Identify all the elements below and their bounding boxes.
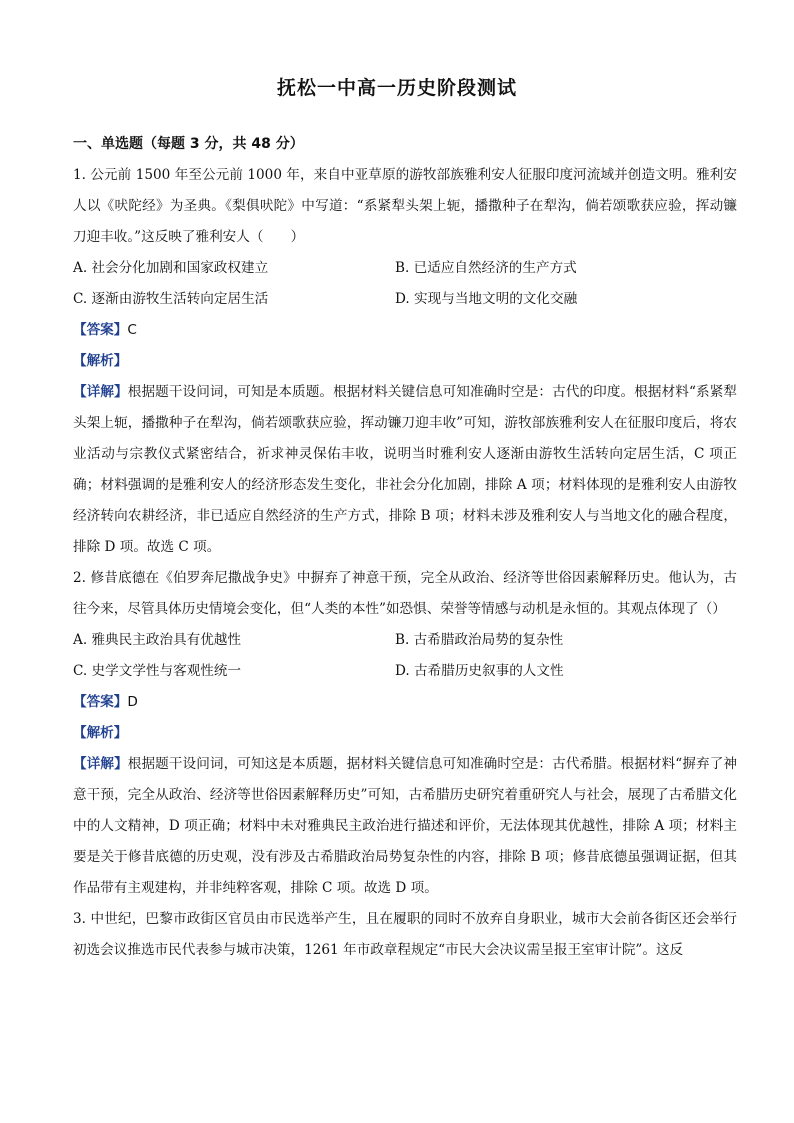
- detail-label: 【详解】: [73, 384, 128, 400]
- question-2-option-b: B. 古希腊政治局势的复杂性: [395, 632, 564, 648]
- question-2: [73, 563, 737, 904]
- question-2-answer: [73, 687, 737, 718]
- question-3-stem: 3. 中世纪，巴黎市政街区官员由市民选举产生，且在履职的同时不放弃自身职业，城市大会前各街区还会举行初选会议推选市民代表参与城市决策，1261 年市政章程规定“市民大会决议需呈报王室审计院”。这反: [73, 911, 737, 958]
- question-1-analysis: [73, 346, 737, 377]
- detail-label: 【详解】: [73, 756, 128, 772]
- question-2-option-d: D. 古希腊历史叙事的人文性: [395, 663, 564, 679]
- question-3: [73, 904, 737, 966]
- question-1-option-c: C. 逐渐由游牧生活转向定居生活: [73, 291, 269, 307]
- question-1-option-b: B. 已适应自然经济的生产方式: [395, 260, 577, 276]
- question-2-options: [73, 625, 737, 687]
- answer-label: 【答案】: [73, 694, 128, 710]
- analysis-label: 【解析】: [73, 353, 128, 369]
- question-1-detail: [73, 377, 737, 563]
- answer-label: 【答案】: [73, 322, 128, 338]
- question-1-options: [73, 253, 737, 315]
- question-1-answer: [73, 315, 737, 346]
- question-2-analysis: [73, 718, 737, 749]
- question-2-detail: [73, 749, 737, 904]
- question-2-option-c: C. 史学文学性与客观性统一: [73, 663, 242, 679]
- question-1-option-a: A. 社会分化加剧和国家政权建立: [73, 260, 269, 276]
- question-1-option-d: D. 实现与当地文明的文化交融: [395, 291, 578, 307]
- question-1-stem: 1. 公元前 1500 年至公元前 1000 年，来自中亚草原的游牧部族雅利安人征服印度河流域并创造文明。雅利安人以《吠陀经》为圣典。《梨俱吠陀》中写道：“系紧犁头架上轭，播撒种子在犁沟，倘若颂歌获应验，挥动镰刀迎丰收。”这反映了雅利安人（ ）: [73, 167, 737, 245]
- section-heading: 一、单选题（每题 3 分，共 48 分）: [73, 136, 304, 152]
- document-body: [73, 130, 737, 966]
- page-title: 抚松一中高一历史阶段测试: [276, 77, 517, 99]
- question-2-option-a: A. 雅典民主政治具有优越性: [73, 632, 241, 648]
- answer-value: C: [127, 322, 137, 338]
- analysis-label: 【解析】: [73, 725, 128, 741]
- question-2-stem: 2. 修昔底德在《伯罗奔尼撒战争史》中摒弃了神意干预，完全从政治、经济等世俗因素解释历史。他认为，古往今来，尽管具体历史情境会变化，但“人类的本性”如恐惧、荣誉等情感与动机是永恒的。其观点体现了（）: [73, 570, 737, 617]
- detail-text: 根据题干设问词，可知这是本质题，据材料关键信息可知准确时空是：古代希腊。根据材料“摒弃了神意干预，完全从政治、经济等世俗因素解释历史”可知，古希腊历史研究着重研究人与社会，展现了古希腊文化中的人文精神，D 项正确；材料中未对雅典民主政治进行描述和评价，无法体现其优越性，排除 A 项；材料主要是关于修昔底德的历史观，没有涉及古希腊政治局势复杂性的内容，排除 B 项；修昔底德虽强调证据，但其作品带有主观建构，并非纯粹客观，排除 C 项。故选 D 项。: [73, 756, 738, 896]
- detail-text: 根据题干设问词，可知是本质题。根据材料关键信息可知准确时空是：古代的印度。根据材料“系紧犁头架上轭，播撒种子在犁沟，倘若颂歌获应验，挥动镰刀迎丰收”可知，游牧部族雅利安人在征服印度后，将农业活动与宗教仪式紧密结合，祈求神灵保佑丰收，说明当时雅利安人逐渐由游牧生活转向定居生活，C 项正确；材料强调的是雅利安人的经济形态发生变化，非社会分化加剧，排除 A 项；材料体现的是雅利安人由游牧经济转向农耕经济，非已适应自然经济的生产方式，排除 B 项；材料未涉及雅利安人与当地文化的融合程度，排除 D 项。故选 C 项。: [73, 384, 738, 555]
- question-1: [73, 160, 737, 563]
- answer-value: D: [127, 694, 138, 710]
